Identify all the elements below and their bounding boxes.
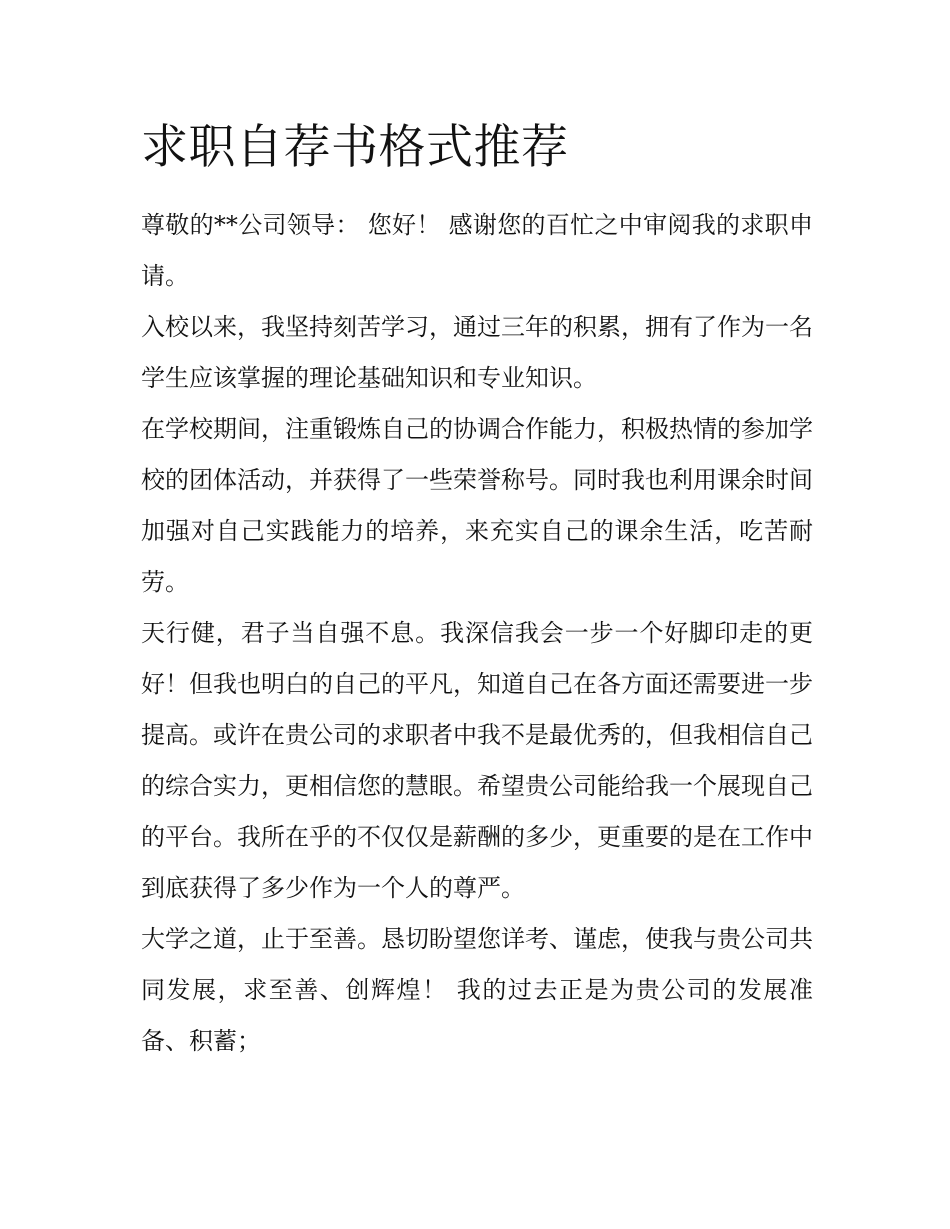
document-body [141,200,813,1067]
paragraph-study: 入校以来，我坚持刻苦学习，通过三年的积累，拥有了作为一名学生应该掌握的理论基础知识和专业知识。 [141,313,813,392]
document-content [141,118,813,1067]
paragraph-activities: 在学校期间，注重锻炼自己的协调合作能力，积极热情的参加学校的团体活动，并获得了一些荣誉称号。同时我也利用课余时间加强对自己实践能力的培养，来充实自己的课余生活，吃苦耐劳。 [141,415,813,596]
paragraph-closing: 大学之道，止于至善。恳切盼望您详考、谨虑，使我与贵公司共同发展，求至善、创辉煌！ 我的过去正是为贵公司的发展准备、积蓄； [141,925,813,1055]
document-title: 求职自荐书格式推荐 [141,120,569,175]
paragraph-greeting: 尊敬的**公司领导： 您好！ 感谢您的百忙之中审阅我的求职申请。 [141,211,813,290]
paragraph-self-improvement: 天行健，君子当自强不息。我深信我会一步一个好脚印走的更好！但我也明白的自己的平凡，知道自己在各方面还需要进一步提高。或许在贵公司的求职者中我不是最优秀的，但我相信自己的综合实力，更相信您的慧眼。希望贵公司能给我一个展现自己的平台。我所在乎的不仅仅是薪酬的多少，更重要的是在工作中到底获得了多少作为一个人的尊严。 [141,619,813,902]
